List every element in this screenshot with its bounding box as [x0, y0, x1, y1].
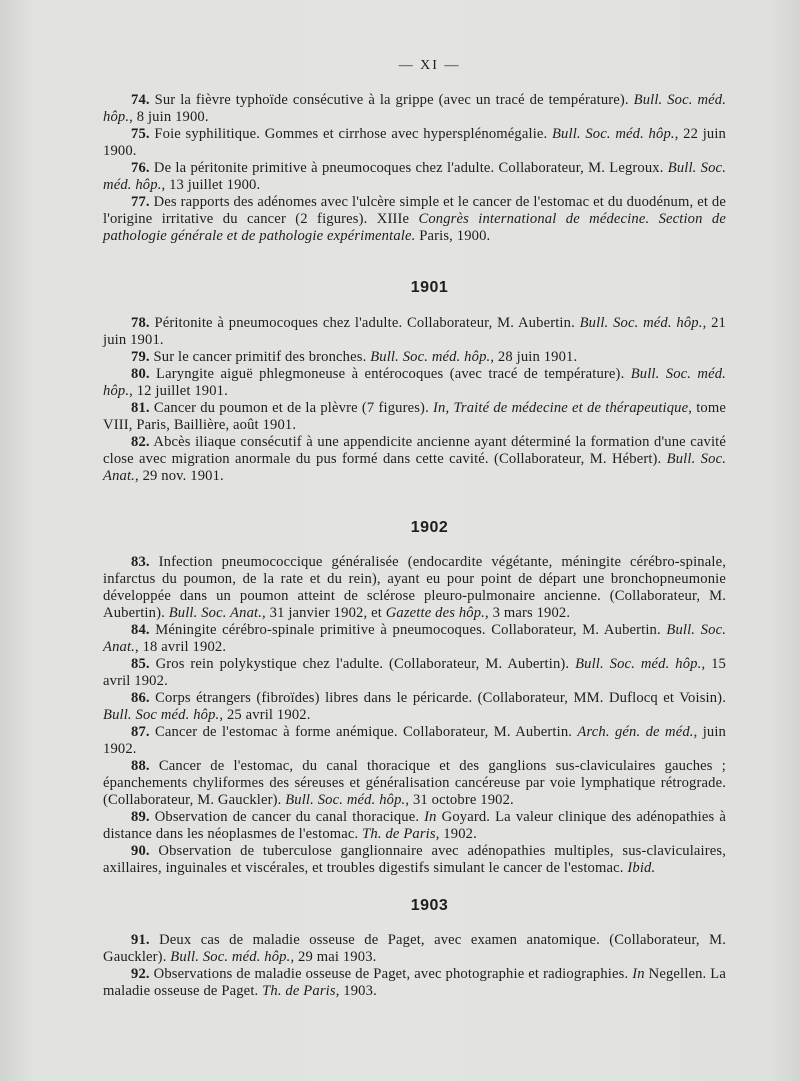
entry-text: , 28 juin 1901.	[490, 349, 578, 365]
entry-citation: Bull. Soc. méd. hôp.	[579, 315, 703, 331]
entry-citation: In, Traité de médecine et de thérapeutique	[433, 400, 689, 416]
entry-number: 85.	[131, 656, 150, 672]
entries-pre-1901	[103, 92, 726, 245]
entry-citation: Bull. Soc. méd. hôp.	[103, 160, 726, 193]
entry-number: 89.	[131, 809, 150, 825]
entry-citation: Ibid.	[627, 860, 656, 876]
entry-text: Laryngite aiguë phlegmoneuse à entérocoques (avec tracé de température).	[149, 366, 631, 382]
entry-number: 74.	[131, 92, 150, 108]
page-folio: — XI —	[398, 58, 461, 73]
entry-text: , 8 juin 1900.	[129, 109, 209, 125]
entry-text: , 13 juillet 1900.	[161, 177, 261, 193]
entry-text: , tome VIII, Paris, Baillière, août 1901.	[103, 400, 726, 433]
bibliography-entry	[103, 690, 726, 724]
entry-text: Paris, 1900.	[415, 228, 491, 244]
entry-text: Cancer de l'estomac à forme anémique. Collaborateur, M. Aubertin.	[149, 724, 578, 740]
entry-citation: Bull. Soc. méd. hôp.	[170, 949, 291, 965]
entries-1903	[103, 932, 726, 1000]
bibliography-entry	[103, 843, 726, 877]
entry-text: Observation de cancer du canal thoracique.	[149, 809, 425, 825]
entry-number: 76.	[131, 160, 150, 176]
bibliography-entry	[103, 809, 726, 843]
entry-text: , 1903.	[335, 983, 377, 999]
entry-citation: Th. de Paris	[362, 826, 436, 842]
entry-number: 81.	[131, 400, 150, 416]
entry-text: , 29 mai 1903.	[290, 949, 377, 965]
entry-text: , 31 octobre 1902.	[405, 792, 514, 808]
entry-text: , 15 avril 1902.	[103, 656, 726, 689]
entry-text: , 22 juin 1900.	[103, 126, 727, 159]
entry-text: Negellen. La maladie osseuse de Paget.	[103, 966, 726, 999]
entry-citation: Gazette des hôp.	[385, 605, 485, 621]
entry-text: , juin 1902.	[103, 724, 727, 757]
entry-number: 80.	[131, 366, 150, 382]
entry-text: Goyard. La valeur clinique des adénopathies à distance dans les néoplasmes de l'estomac.	[103, 809, 726, 842]
entry-citation: Bull. Soc. méd. hôp.	[103, 366, 726, 399]
entry-text: Observations de maladie osseuse de Paget, avec photographie et radiographies.	[149, 966, 633, 982]
entry-text: , 3 mars 1902.	[484, 605, 571, 621]
entry-citation: Bull. Soc. méd. hôp.	[575, 656, 702, 672]
entry-citation: Bull. Soc. méd. hôp.	[103, 92, 727, 125]
entries-1902	[103, 554, 726, 877]
bibliography-entry	[103, 966, 726, 1000]
entry-citation: In	[424, 809, 437, 825]
bibliography-entry	[103, 656, 726, 690]
entries-1901	[103, 315, 726, 485]
entry-citation: Bull. Soc. Anat.	[168, 605, 263, 621]
year-heading-1901: 1901	[410, 279, 449, 296]
entry-text: , 29 nov. 1901.	[134, 468, 224, 484]
entry-text: , 21 juin 1901.	[103, 315, 726, 348]
entry-text: Cancer du poumon et de la plèvre (7 figures).	[149, 400, 434, 416]
bibliography-entry	[103, 554, 726, 622]
entry-text: , 31 janvier 1902, et	[262, 605, 386, 621]
entry-citation: Bull. Soc. méd. hôp.	[370, 349, 491, 365]
entry-number: 77.	[131, 194, 150, 210]
entry-text: Deux cas de maladie osseuse de Paget, avec examen anatomique. (Collaborateur, M. Gauckler).	[103, 932, 726, 965]
bibliography-entry	[103, 160, 726, 194]
entry-citation: Th. de Paris	[262, 983, 336, 999]
bibliography-entry	[103, 92, 726, 126]
bibliography-entry	[103, 758, 726, 809]
entry-citation: Bull. Soc. méd. hôp.	[285, 792, 406, 808]
year-heading-1902: 1902	[410, 519, 449, 536]
entry-number: 82.	[131, 434, 150, 450]
bibliography-entry	[103, 126, 726, 160]
entry-text: , 18 avril 1902.	[134, 639, 227, 655]
entry-number: 83.	[131, 554, 150, 570]
entry-number: 79.	[131, 349, 150, 365]
entry-text: De la péritonite primitive à pneumocoques chez l'adulte. Collaborateur, M. Legroux.	[149, 160, 668, 176]
entry-text: Abcès iliaque consécutif à une appendicite ancienne ayant déterminé la formation d'une cavité close avec migration anormale du pus formé dans cette cavité. (Collaborateur, M. Hébert).	[103, 434, 726, 467]
bibliography-entry	[103, 724, 726, 758]
entry-text: Méningite cérébro-spinale primitive à pneumocoques. Collaborateur, M. Aubertin.	[149, 622, 667, 638]
bibliography-entry	[103, 315, 726, 349]
entry-text: Des rapports des adénomes avec l'ulcère simple et le cancer de l'estomac et du duodénum, et de l'origine irritative du cancer (2 figures). XIIIe	[103, 194, 726, 227]
entry-text: Corps étrangers (fibroïdes) libres dans le péricarde. (Collaborateur, MM. Duflocq et Voisin).	[149, 690, 726, 706]
entry-text: Observation de tuberculose ganglionnaire avec adénopathies multiples, sus-claviculaires, axillaires, inguinales et viscérales, et troubles digestifs simulant le cancer de l'estomac.	[103, 843, 726, 876]
entry-text: Sur la fièvre typhoïde consécutive à la grippe (avec un tracé de température).	[149, 92, 634, 108]
entry-citation: Bull. Soc méd. hôp.	[103, 707, 220, 723]
entry-number: 92.	[131, 966, 150, 982]
bibliography-entry	[103, 434, 726, 485]
entry-number: 91.	[131, 932, 150, 948]
entry-citation: Congrès international de médecine. Section de pathologie générale et de pathologie expérimentale.	[103, 211, 726, 244]
bibliography-entry	[103, 349, 726, 366]
entry-number: 78.	[131, 315, 150, 331]
bibliography-entry	[103, 932, 726, 966]
entry-text: , 1902.	[435, 826, 477, 842]
entry-citation: In	[632, 966, 645, 982]
entry-citation: Arch. gén. de méd.	[577, 724, 694, 740]
entry-citation: Bull. Soc. méd. hôp.	[551, 126, 675, 142]
entry-number: 86.	[131, 690, 150, 706]
entry-text: Cancer de l'estomac, du canal thoracique et des ganglions sus-claviculaires gauches ; épanchements chyliformes des séreuses et généralisation cancéreuse par voie lymphatique rétrograde. (Collaborateur, M. Gauckler).	[103, 758, 726, 808]
entry-number: 90.	[131, 843, 150, 859]
entry-citation: Bull. Soc. Anat.	[103, 451, 726, 484]
entry-number: 87.	[131, 724, 150, 740]
bibliography-entry	[103, 622, 726, 656]
bibliography-entry	[103, 194, 726, 245]
entry-text: Infection pneumococcique généralisée (endocardite végétante, méningite cérébro-spinale, infarctus du poumon, de la rate et du rein), ayant eu pour point de départ une bronchopneumonie développée dans un poumon atteint de sclérose pleuro-pulmonaire ancienne. (Collaborateur, M. Aubertin).	[103, 554, 726, 621]
entry-text: Gros rein polykystique chez l'adulte. (Collaborateur, M. Aubertin).	[149, 656, 576, 672]
entry-number: 84.	[131, 622, 150, 638]
year-heading-1903: 1903	[410, 897, 449, 914]
entry-text: , 12 juillet 1901.	[129, 383, 228, 399]
entry-text: , 25 avril 1902.	[219, 707, 311, 723]
bibliography-entry	[103, 400, 726, 434]
bibliography-entry	[103, 366, 726, 400]
entry-number: 75.	[131, 126, 150, 142]
entry-number: 88.	[131, 758, 150, 774]
entry-text: Sur le cancer primitif des bronches.	[149, 349, 371, 365]
entry-citation: Bull. Soc. Anat.	[103, 622, 726, 655]
entry-text: Foie syphilitique. Gommes et cirrhose avec hypersplénomégalie.	[149, 126, 552, 142]
entry-text: Péritonite à pneumocoques chez l'adulte. Collaborateur, M. Aubertin.	[149, 315, 580, 331]
